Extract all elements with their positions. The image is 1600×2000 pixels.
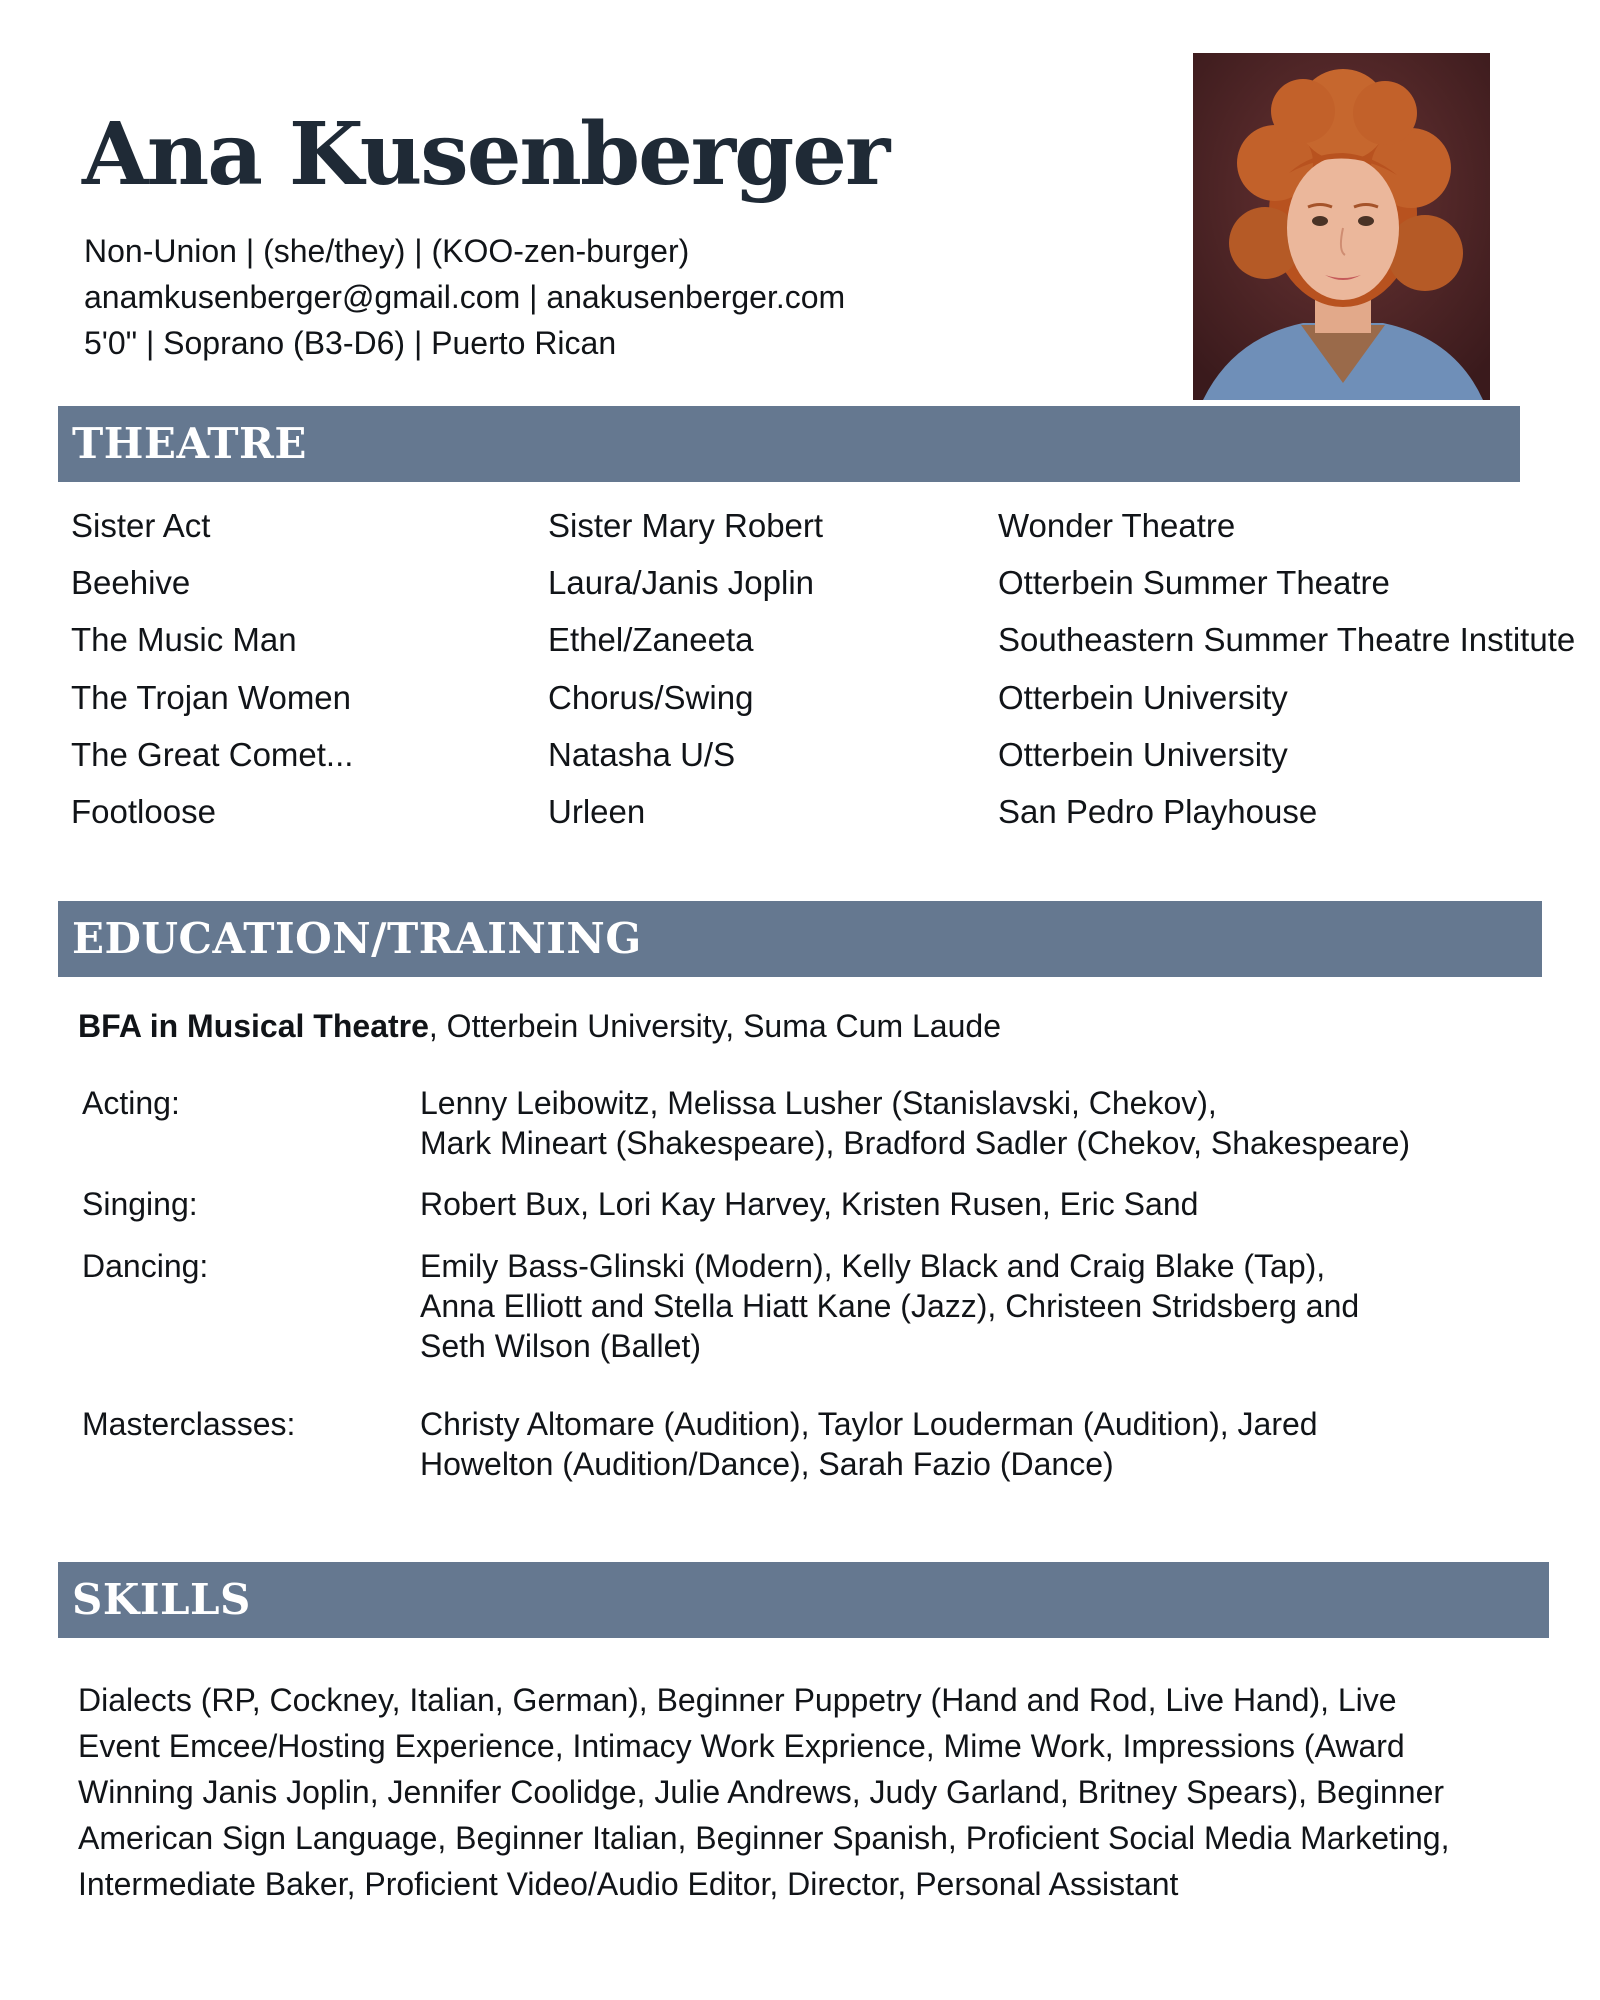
skills-line: Winning Janis Joplin, Jennifer Coolidge, Julie Andrews, Judy Garland, Britney Spears), Beginner (78, 1774, 1445, 1810)
credit-venue: Wonder Theatre (998, 507, 1236, 544)
theatre-credit-row (0, 792, 1600, 832)
theatre-credit-row (0, 735, 1600, 775)
theatre-credit-row (0, 620, 1600, 660)
actor-name: Ana Kusenberger (82, 104, 889, 205)
credit-role: Chorus/Swing (548, 679, 754, 716)
credit-venue: Otterbein Summer Theatre (998, 564, 1390, 601)
skills-line: American Sign Language, Beginner Italian, Beginner Spanish, Proficient Social Media Marketing, (78, 1820, 1450, 1856)
contact-line-email-website: anamkusenberger@gmail.com | anakusenberger.com (84, 279, 846, 315)
credit-role: Laura/Janis Joplin (548, 564, 814, 601)
contact-line-union-pronouns: Non-Union | (she/they) | (KOO-zen-burger) (84, 233, 690, 269)
training-label: Masterclasses: (82, 1406, 296, 1442)
credit-role: Urleen (548, 793, 646, 830)
training-line: Robert Bux, Lori Kay Harvey, Kristen Rusen, Eric Sand (420, 1186, 1199, 1222)
skills-line: Event Emcee/Hosting Experience, Intimacy Work Exprience, Mime Work, Impressions (Award (78, 1728, 1405, 1764)
training-teachers (420, 1246, 1480, 1366)
section-header-education: EDUCATION/TRAINING (58, 901, 1542, 977)
training-line: Christy Altomare (Audition), Taylor Louderman (Audition), Jared (420, 1406, 1318, 1442)
credit-venue: Southeastern Summer Theatre Institute (998, 621, 1576, 658)
section-header-theatre: THEATRE (58, 406, 1520, 482)
credit-role: Sister Mary Robert (548, 507, 824, 544)
training-line: Mark Mineart (Shakespeare), Bradford Sadler (Chekov, Shakespeare) (420, 1125, 1411, 1161)
credit-venue: Otterbein University (998, 679, 1288, 716)
training-line: Lenny Leibowitz, Melissa Lusher (Stanislavski, Chekov), (420, 1085, 1217, 1121)
training-teachers (420, 1083, 1480, 1163)
training-label: Dancing: (82, 1248, 209, 1284)
training-line: Emily Bass-Glinski (Modern), Kelly Black and Craig Blake (Tap), (420, 1248, 1326, 1284)
credit-show: The Music Man (71, 621, 297, 658)
credit-show: Sister Act (71, 507, 211, 544)
credit-show: Beehive (71, 564, 191, 601)
credit-role: Ethel/Zaneeta (548, 621, 754, 658)
credit-venue: San Pedro Playhouse (998, 793, 1318, 830)
credit-venue: Otterbein University (998, 736, 1288, 773)
theatre-credit-row (0, 563, 1600, 603)
theatre-credit-row (0, 678, 1600, 718)
skills-list (78, 1677, 1538, 1907)
headshot-photo (1193, 53, 1490, 400)
training-line: Anna Elliott and Stella Hiatt Kane (Jazz), Christeen Stridsberg and (420, 1288, 1360, 1324)
training-label: Acting: (82, 1085, 180, 1121)
headshot-illustration (1193, 53, 1490, 400)
credit-show: The Trojan Women (71, 679, 352, 716)
training-teachers (420, 1184, 1480, 1224)
contact-line-height-voice: 5'0" | Soprano (B3-D6) | Puerto Rican (84, 325, 617, 361)
degree-details: , Otterbein University, Suma Cum Laude (428, 1008, 1001, 1044)
credit-show: Footloose (71, 793, 216, 830)
degree-title: BFA in Musical Theatre (78, 1008, 429, 1044)
training-label: Singing: (82, 1186, 198, 1222)
credit-show: The Great Comet... (71, 736, 354, 773)
skills-line: Dialects (RP, Cockney, Italian, German), Beginner Puppetry (Hand and Rod, Live Hand), Live (78, 1682, 1397, 1718)
section-header-skills: SKILLS (58, 1562, 1549, 1638)
training-line: Howelton (Audition/Dance), Sarah Fazio (Dance) (420, 1446, 1114, 1482)
contact-info (84, 228, 845, 366)
training-teachers (420, 1404, 1480, 1484)
skills-line: Intermediate Baker, Proficient Video/Audio Editor, Director, Personal Assistant (78, 1866, 1179, 1902)
training-line: Seth Wilson (Ballet) (420, 1328, 701, 1364)
degree-line (78, 1008, 1001, 1045)
theatre-credit-row (0, 506, 1600, 546)
credit-role: Natasha U/S (548, 736, 736, 773)
